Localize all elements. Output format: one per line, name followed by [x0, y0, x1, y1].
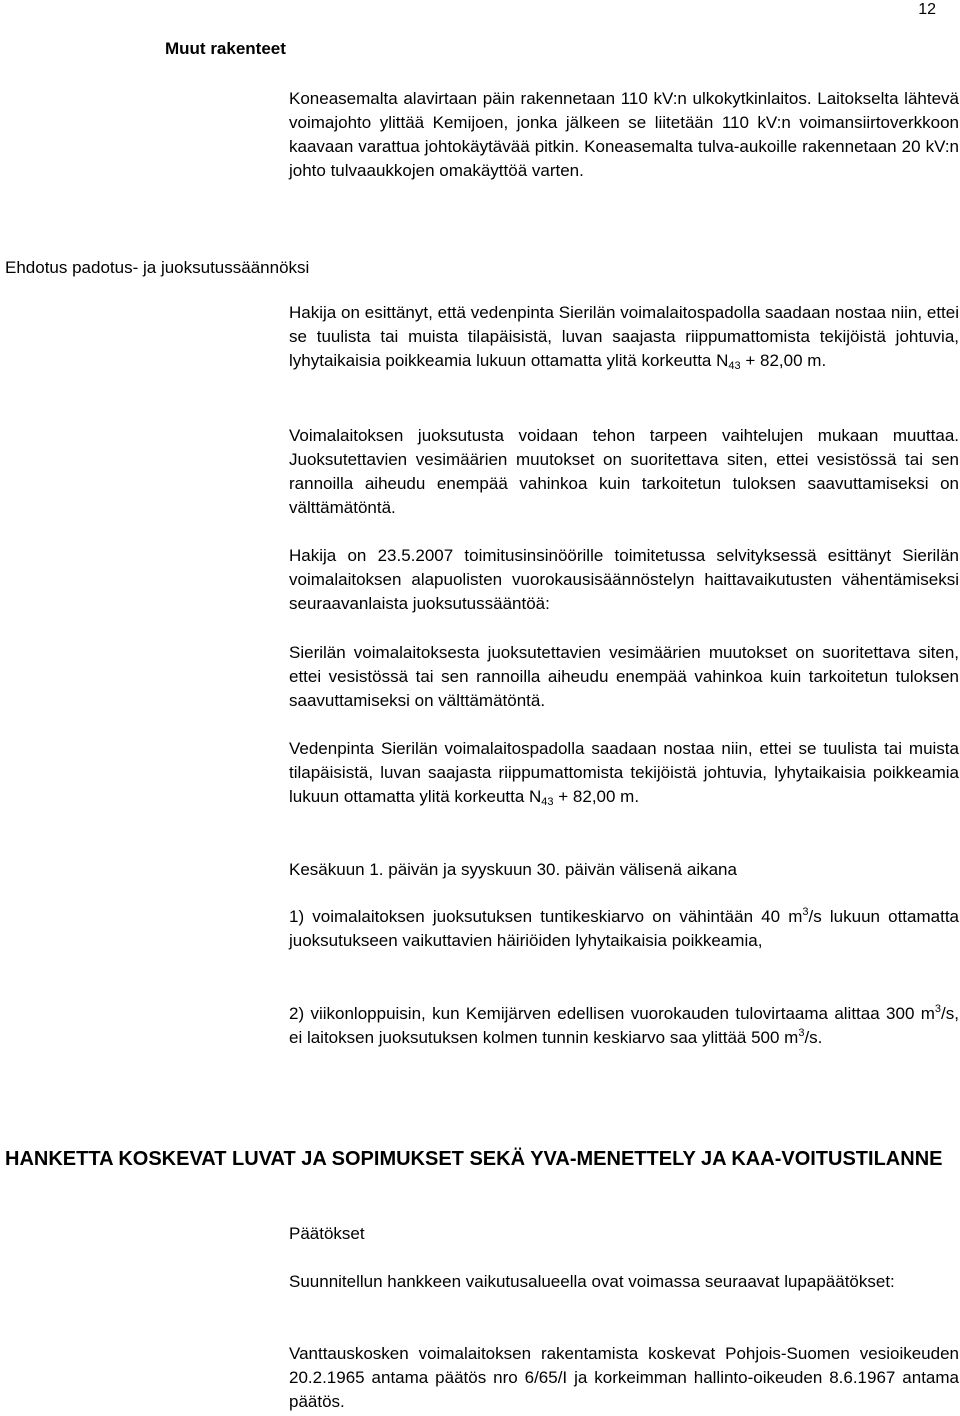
page-number: 12 — [918, 1, 936, 18]
superscript: 3 — [934, 1003, 942, 1015]
hanketta-paragraph-1 — [289, 1270, 959, 1294]
paragraph: Vanttauskosken voimalaitoksen rakentamista koskevat Pohjois-Suomen vesioikeuden 20.2.1965 antama päätös nro 6/65/I ja korkeimman hallinto-oikeuden 8.6.1967 antama päätös. — [289, 1344, 959, 1411]
main-heading-hanketta: HANKETTA KOSKEVAT LUVAT JA SOPIMUKSET SEKÄ YVA-MENETTELY JA KAA-VOITUSTILANNE — [5, 1148, 943, 1170]
text-run: /s. — [804, 1028, 823, 1047]
subscript: 43 — [541, 796, 554, 808]
ehdotus-paragraph-8 — [289, 1002, 959, 1050]
paragraph: Suunnitellun hankkeen vaikutusalueella ovat voimassa seuraavat lupapäätökset: — [289, 1272, 895, 1291]
superscript: 3 — [798, 1027, 805, 1039]
paragraph: Kesäkuun 1. päivän ja syyskuun 30. päivän välisenä aikana — [289, 860, 737, 879]
paragraph: Koneasemalta alavirtaan päin rakennetaan 110 kV:n ulkokytkinlaitos. Laitokselta lähtevä voimajohto ylittää Kemijoen, jonka jälkeen se liitetään 110 kV:n voimansiirtoverkkoon kaavaan varattua johtokäytävää pitkin. Koneasemalta tulva-aukoille rakennetaan 20 kV:n johto tulvaaukkojen omakäyttöä varten. — [289, 89, 959, 180]
subheading-paatokset — [289, 1222, 959, 1246]
section-title-muut-rakenteet: Muut rakenteet — [165, 39, 286, 58]
paragraph: Päätökset — [289, 1224, 365, 1243]
text-run: /s lukuun ottamatta juoksutukseen vaikuttavien häiriöiden lyhytaikaisia poikkeamia, — [289, 907, 959, 950]
paragraph: Voimalaitoksen juoksutusta voidaan tehon tarpeen vaihtelujen mukaan muuttaa. Juoksutettavien vesimäärien muutokset on suoritettava siten, ettei vesistössä tai sen rannoilla aiheudu enempää vahinkoa kuin tarkoitetun tuloksen saavuttamiseksi on välttämätöntä. — [289, 426, 959, 517]
ehdotus-paragraph-1 — [289, 301, 959, 373]
text-run: + 82,00 m. — [553, 787, 640, 806]
paragraph: Sierilän voimalaitoksesta juoksutettavien vesimäärien muutokset on suoritettava siten, ettei vesistössä tai sen rannoilla aiheudu enempää vahinkoa kuin tarkoitetun tuloksen saavuttamiseksi on välttämätöntä. — [289, 643, 959, 710]
text-run: /s, ei laitoksen juoksutuksen kolmen tunnin keskiarvo saa ylittää 500 m — [289, 1004, 959, 1047]
ehdotus-paragraph-5 — [289, 737, 959, 809]
section-title-ehdotus: Ehdotus padotus- ja juoksutussäännöksi — [5, 258, 310, 277]
ehdotus-paragraph-6 — [289, 858, 959, 882]
text-run: Vedenpinta Sierilän voimalaitospadolla saadaan nostaa niin, ettei se tuulista tai muista tilapäisistä, luvan saajasta riippumattomista tekijöistä johtuvia, lyhytaikaisia poikkeamia lukuun ottamatta ylitä korkeutta N — [289, 739, 959, 806]
text-run: Hakija on esittänyt, että vedenpinta Sierilän voimalaitospadolla saadaan nostaa niin, ettei se tuulista tai muista tilapäisistä, luvan saajasta riippumattomista tekijöistä johtuvia, lyhytaikaisia poikkeamia lukuun ottamatta ylitä korkeutta N — [289, 303, 959, 370]
muut-rakenteet-text — [289, 87, 959, 183]
text-run: 2) viikonloppuisin, kun Kemijärven edellisen vuorokauden tulovirtaama alittaa 300 m — [289, 1004, 935, 1023]
superscript: 3 — [802, 906, 809, 918]
paragraph: Hakija on 23.5.2007 toimitusinsinöörille toimitetussa selvityksessä esittänyt Sierilän voimalaitoksen alapuolisten vuorokausisäännöstelyn haittavaikutusten vähentämiseksi seuraavanlaista juoksutussääntöä: — [289, 546, 959, 613]
ehdotus-paragraph-2 — [289, 424, 959, 520]
text-run: 1) voimalaitoksen juoksutuksen tuntikeskiarvo on vähintään 40 m — [289, 907, 803, 926]
ehdotus-paragraph-4 — [289, 641, 959, 713]
ehdotus-paragraph-3 — [289, 544, 959, 616]
text-run: + 82,00 m. — [740, 351, 827, 370]
subscript: 43 — [728, 360, 741, 372]
hanketta-paragraph-2 — [289, 1342, 959, 1414]
ehdotus-paragraph-7 — [289, 905, 959, 953]
